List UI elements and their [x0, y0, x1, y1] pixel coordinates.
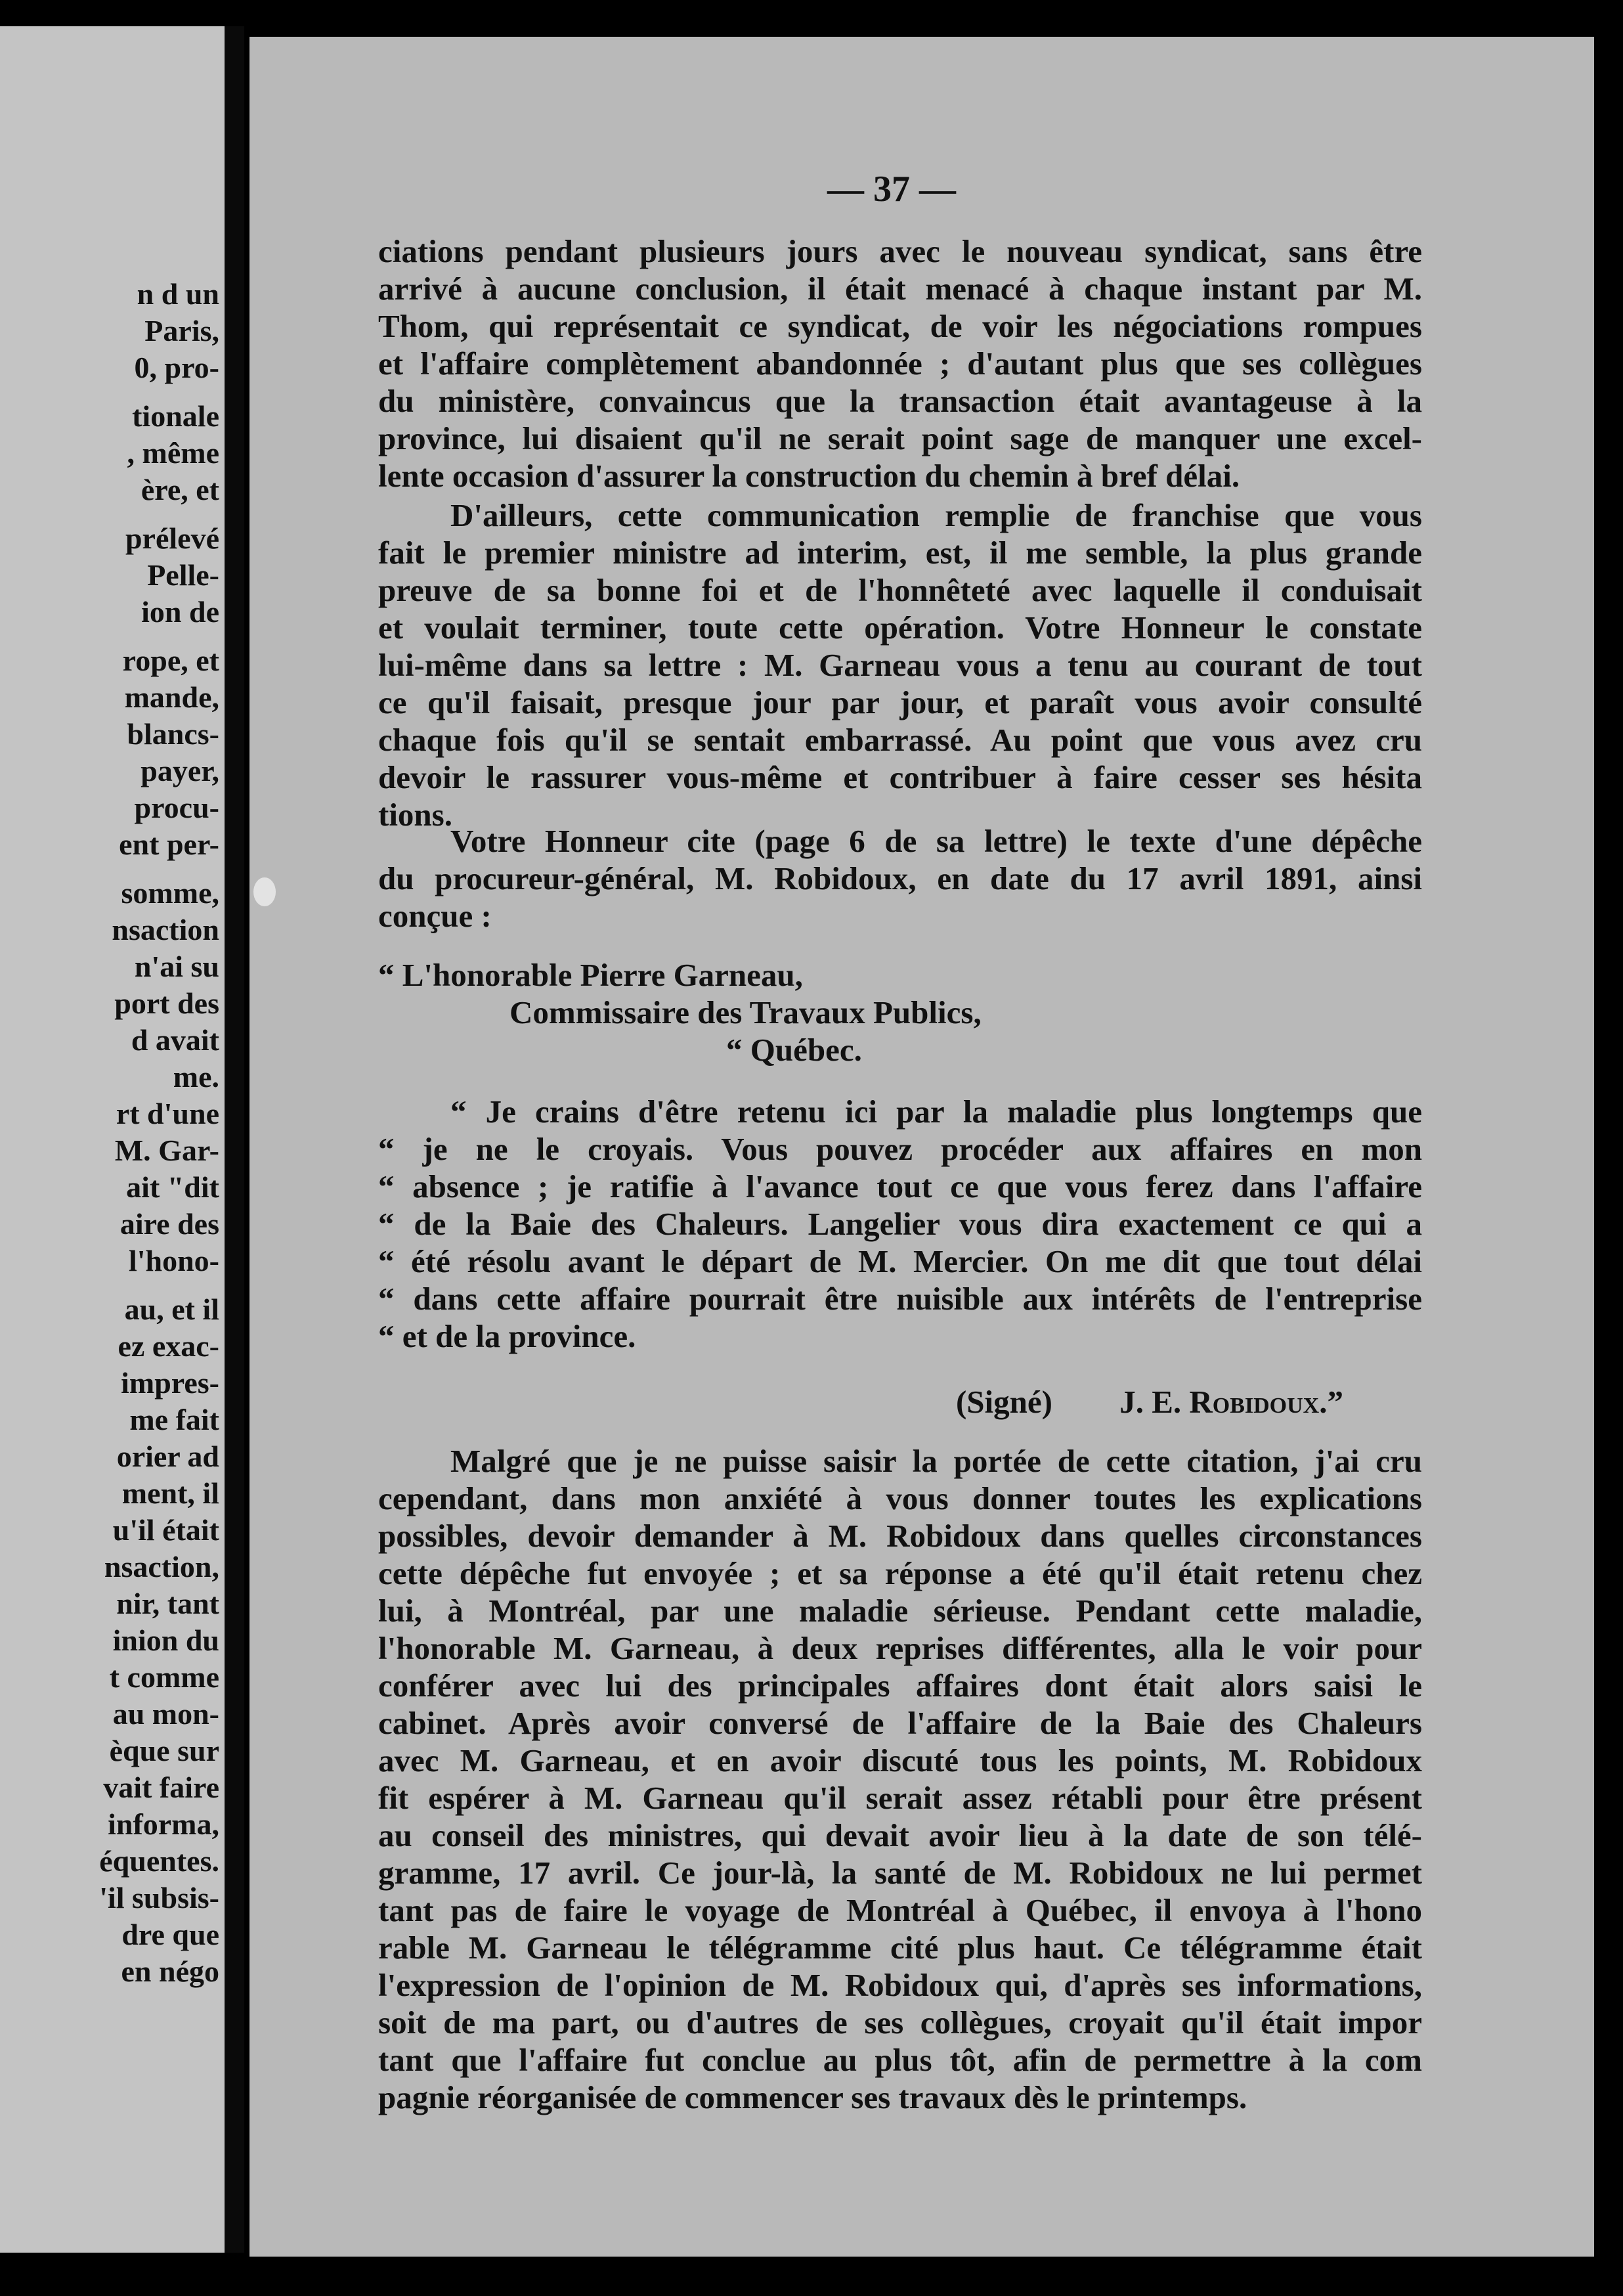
- text-line: cependant, dans mon anxiété à vous donner toutes les explications: [378, 1480, 1422, 1516]
- signature-label: (Signé): [955, 1384, 1052, 1420]
- left-page-fragment: procu-: [134, 791, 219, 824]
- telegram-address: [378, 956, 1422, 1069]
- paragraph-1: [378, 232, 1422, 495]
- text-line: “ et de la province.: [378, 1318, 636, 1354]
- text-line: fit espérer à M. Garneau qu'il serait assez rétabli pour être présent: [378, 1780, 1422, 1816]
- text-line: l'expression de l'opinion de M. Robidoux qui, d'après ses informations,: [378, 1967, 1422, 2003]
- left-page-fragment: M. Gar-: [114, 1134, 219, 1167]
- left-page-fragment: orier ad: [116, 1440, 219, 1473]
- text-line: du procureur-général, M. Robidoux, en date du 17 avril 1891, ainsi: [378, 860, 1422, 896]
- text-line: arrivé à aucune conclusion, il était menacé à chaque instant par M.: [378, 271, 1422, 307]
- text-line: ce qu'il faisait, presque jour par jour, et paraît vous avoir consulté: [378, 684, 1422, 720]
- text-line: tions.: [378, 797, 453, 833]
- text-line: Votre Honneur cite (page 6 de sa lettre) le texte d'une dépêche: [450, 823, 1422, 859]
- text-line: lui-même dans sa lettre : M. Garneau vous a tenu au courant de tout: [378, 647, 1422, 683]
- telegram-text: [378, 1093, 1422, 1355]
- document-page: [249, 37, 1594, 2257]
- text-line: avec M. Garneau, et en avoir discuté tous les points, M. Robidoux: [378, 1742, 1422, 1778]
- left-page-fragment: nir, tant: [116, 1587, 219, 1620]
- left-page-fragment: rt d'une: [116, 1097, 219, 1130]
- text-line: rable M. Garneau le télégramme cité plus haut. Ce télégramme était: [378, 1930, 1422, 1966]
- left-page-fragment: d avait: [131, 1023, 219, 1057]
- text-line: conférer avec lui des principales affaires dont était alors saisi le: [378, 1667, 1422, 1704]
- left-page-fragment: ait "dit: [126, 1170, 219, 1204]
- text-line: conçue :: [378, 898, 492, 934]
- left-page-fragment: au mon-: [112, 1697, 219, 1731]
- address-line-3: “ Québec.: [726, 1032, 862, 1068]
- left-page-fragment: inion du: [112, 1623, 219, 1657]
- text-line: “ de la Baie des Chaleurs. Langelier vous dira exactement ce qui a: [378, 1206, 1422, 1242]
- text-line: possibles, devoir demander à M. Robidoux dans quelles circonstances: [378, 1518, 1422, 1554]
- left-page-fragment: ent per-: [119, 828, 219, 861]
- text-line: “ Je crains d'être retenu ici par la maladie plus longtemps que: [450, 1093, 1422, 1130]
- left-page-fragment: nsaction: [112, 913, 219, 946]
- text-line: soit de ma part, ou d'autres de ses collègues, croyait qu'il était impor: [378, 2004, 1422, 2041]
- left-page-fragment: prélevé: [125, 521, 219, 555]
- left-page-fragment: blancs-: [127, 717, 219, 751]
- left-page-fragment: ère, et: [141, 473, 219, 506]
- left-page-fragment: équentes.: [99, 1844, 219, 1878]
- text-line: “ été résolu avant le départ de M. Mercier. On me dit que tout délai: [378, 1243, 1422, 1279]
- address-line-1: “ L'honorable Pierre Garneau,: [378, 957, 803, 993]
- text-line: province, lui disaient qu'il ne serait point sage de manquer une excel-: [378, 420, 1422, 456]
- signature-name: J. E. Robidoux.”: [1119, 1384, 1343, 1420]
- left-page-fragment: n d un: [137, 277, 219, 311]
- text-line: cette dépêche fut envoyée ; et sa réponse a été qu'il était retenu chez: [378, 1555, 1422, 1591]
- left-page-fragment: vait faire: [103, 1771, 219, 1804]
- left-page-fragment: informa,: [108, 1807, 219, 1841]
- text-line: Thom, qui représentait ce syndicat, de voir les négociations rompues: [378, 308, 1422, 344]
- left-page-fragment: port des: [114, 986, 219, 1020]
- left-page-fragment: 'il subsis-: [99, 1881, 219, 1914]
- left-page-fragment: dre que: [121, 1918, 219, 1951]
- left-page-fragment: n'ai su: [134, 950, 219, 983]
- text-line: lui, à Montréal, par une maladie sérieuse. Pendant cette maladie,: [378, 1593, 1422, 1629]
- left-page-fragment: tionale: [132, 399, 219, 433]
- left-page-fragment: somme,: [121, 876, 219, 910]
- paragraph-3: [378, 822, 1422, 935]
- left-page-fragment: , même: [127, 436, 219, 470]
- text-line: l'honorable M. Garneau, à deux reprises différentes, alla le voir pour: [378, 1630, 1422, 1666]
- left-page-fragment: Paris,: [144, 314, 219, 347]
- text-line: pagnie réorganisée de commencer ses travaux dès le printemps.: [378, 2079, 1247, 2115]
- left-page-fragment: impres-: [121, 1366, 219, 1400]
- text-line: et l'affaire complètement abandonnée ; d'autant plus que ses collègues: [378, 345, 1422, 382]
- text-line: gramme, 17 avril. Ce jour-là, la santé de M. Robidoux ne lui permet: [378, 1855, 1422, 1891]
- paragraph-2: [378, 497, 1422, 833]
- text-line: chaque fois qu'il se sentait embarrassé. Au point que vous avez cru: [378, 722, 1422, 758]
- text-line: lente occasion d'assurer la construction du chemin à bref délai.: [378, 458, 1240, 494]
- left-page-fragment: rope, et: [122, 644, 219, 677]
- left-page-fragment: me.: [173, 1060, 219, 1093]
- text-line: du ministère, convaincus que la transaction était avantageuse à la: [378, 383, 1422, 419]
- paragraph-4: [378, 1442, 1422, 2116]
- left-page-fragment: ez exac-: [118, 1329, 219, 1363]
- signature-block: [378, 1383, 1422, 1421]
- page-number: — 37 —: [827, 169, 956, 210]
- text-line: fait le premier ministre ad interim, est, il me semble, la plus grande: [378, 535, 1422, 571]
- text-line: au conseil des ministres, qui devait avoir lieu à la date de son télé-: [378, 1817, 1422, 1853]
- left-page-fragment: mande,: [124, 680, 219, 714]
- left-page-fragment: Pelle-: [147, 558, 219, 592]
- left-page-fragment: me fait: [129, 1403, 219, 1436]
- left-page-fragment: l'hono-: [128, 1244, 219, 1277]
- text-line: et voulait terminer, toute cette opération. Votre Honneur le constate: [378, 609, 1422, 646]
- text-line: “ je ne le croyais. Vous pouvez procéder aux affaires en mon: [378, 1131, 1422, 1167]
- left-page-fragment: 0, pro-: [134, 351, 219, 384]
- text-line: ciations pendant plusieurs jours avec le nouveau syndicat, sans être: [378, 233, 1422, 269]
- left-page-fragment: aire des: [119, 1207, 219, 1241]
- text-line: preuve de sa bonne foi et de l'honnêteté avec laquelle il conduisait: [378, 572, 1422, 608]
- left-page-fragment: u'il était: [112, 1513, 219, 1547]
- left-page-fragment: en négo: [121, 1954, 219, 1988]
- left-facing-page: [0, 26, 225, 2253]
- left-page-fragment: èque sur: [109, 1734, 219, 1767]
- paper-blemish: [253, 877, 276, 906]
- text-line: tant pas de faire le voyage de Montréal à Québec, il envoya à l'hono: [378, 1892, 1422, 1928]
- text-line: D'ailleurs, cette communication remplie de franchise que vous: [450, 497, 1422, 533]
- text-line: “ absence ; je ratifie à l'avance tout ce que vous ferez dans l'affaire: [378, 1168, 1422, 1204]
- text-line: devoir le rassurer vous-même et contribuer à faire cesser ses hésita: [378, 759, 1422, 795]
- address-line-2: Commissaire des Travaux Publics,: [509, 994, 982, 1030]
- book-gutter: [225, 26, 244, 2253]
- text-line: cabinet. Après avoir conversé de l'affaire de la Baie des Chaleurs: [378, 1705, 1422, 1741]
- text-line: “ dans cette affaire pourrait être nuisible aux intérêts de l'entreprise: [378, 1281, 1422, 1317]
- left-page-fragment: ment, il: [121, 1476, 219, 1510]
- left-page-fragment: nsaction,: [104, 1550, 219, 1583]
- left-page-fragment: au, et il: [124, 1292, 219, 1326]
- text-line: tant que l'affaire fut conclue au plus tôt, afin de permettre à la com: [378, 2042, 1422, 2078]
- left-page-fragment: ion de: [141, 595, 219, 629]
- text-line: Malgré que je ne puisse saisir la portée de cette citation, j'ai cru: [450, 1443, 1422, 1479]
- left-page-fragment: t comme: [109, 1660, 219, 1694]
- left-page-fragment: payer,: [141, 754, 219, 787]
